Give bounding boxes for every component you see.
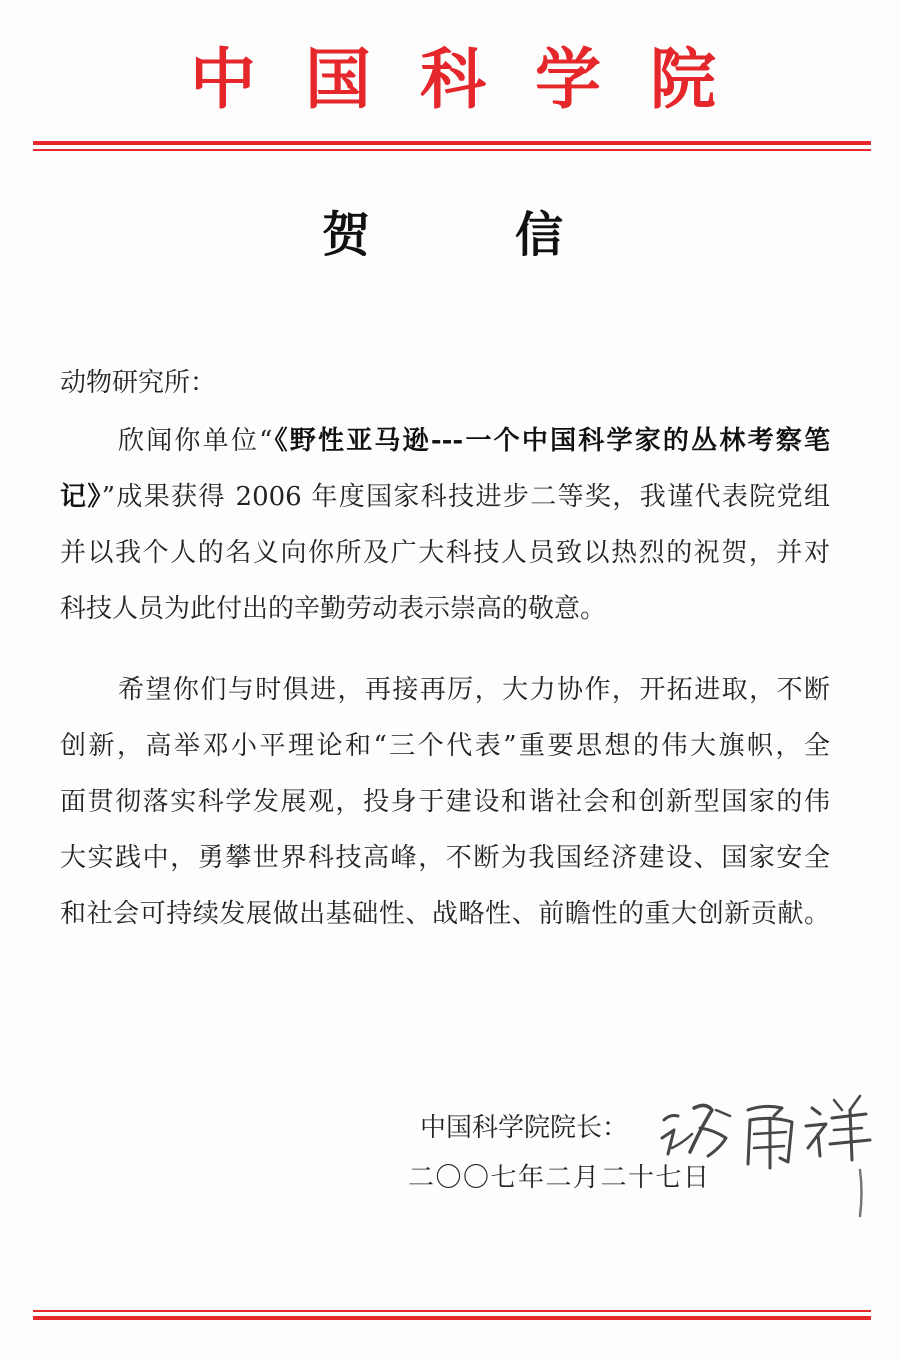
signature-stroke [806, 1124, 826, 1148]
letterhead-rule-thin [33, 149, 871, 151]
body-text: 欣闻你单位“ [118, 426, 273, 456]
footer-rule-thin [33, 1310, 871, 1312]
signature-stroke [860, 1170, 862, 1216]
body-paragraph-1 [60, 413, 830, 637]
letterhead-rule-thick [33, 141, 871, 145]
salutation: 动物研究所： [60, 368, 217, 398]
signature-stroke [664, 1116, 678, 1121]
signatory-title: 中国科学院院长： [420, 1113, 629, 1143]
body-line: 面贯彻落实科学发展观，投身于建设和谐社会和创新型国家的伟 [60, 787, 830, 817]
body-paragraph-2 [60, 662, 830, 942]
award-title: 《野性亚马逊---一个中国科学家的丛林考察笔 [272, 426, 830, 456]
body-line: 科技人员为此付出的辛勤劳动表示崇高的敬意。 [60, 594, 607, 624]
signature-stroke [700, 1128, 726, 1156]
footer-rule-thick [33, 1316, 871, 1320]
body-line [60, 413, 830, 469]
signature-stroke [818, 1134, 820, 1156]
signature-stroke [748, 1106, 782, 1116]
signature-stroke [672, 1134, 692, 1148]
body-line: 大实践中，勇攀世界科技高峰，不断为我国经济建设、国家安全 [60, 843, 830, 873]
letterhead-organization: 中国科学院 [190, 41, 765, 118]
letter-date: 二〇〇七年二月二十七日 [408, 1163, 711, 1193]
body-line [60, 469, 830, 525]
signature-stroke [850, 1096, 860, 1110]
signature-stroke [716, 1110, 730, 1116]
signature-stroke [834, 1128, 862, 1130]
body-text: ”成果获得 2006 年度国家科技进步二等奖，我谨代表院党组 [101, 482, 830, 512]
body-line: 创新，高举邓小平理论和“三个代表”重要思想的伟大旗帜，全 [60, 731, 830, 761]
award-title: 记》 [60, 482, 102, 512]
letter-title: 贺信 [322, 207, 709, 263]
body-line: 和社会可持续发展做出基础性、战略性、前瞻性的重大创新贡献。 [60, 899, 830, 929]
signature-stroke [748, 1120, 750, 1164]
signature-stroke [834, 1100, 842, 1110]
body-line: 并以我个人的名义向你所及广大科技人员致以热烈的祝贺，并对 [60, 538, 830, 568]
president-signature [650, 1088, 875, 1223]
signature-stroke [812, 1108, 820, 1114]
body-line: 希望你们与时俱进，再接再厉，大力协作，开拓进取，不断 [118, 675, 830, 705]
signature-stroke [850, 1110, 852, 1160]
signature-stroke [662, 1130, 674, 1154]
